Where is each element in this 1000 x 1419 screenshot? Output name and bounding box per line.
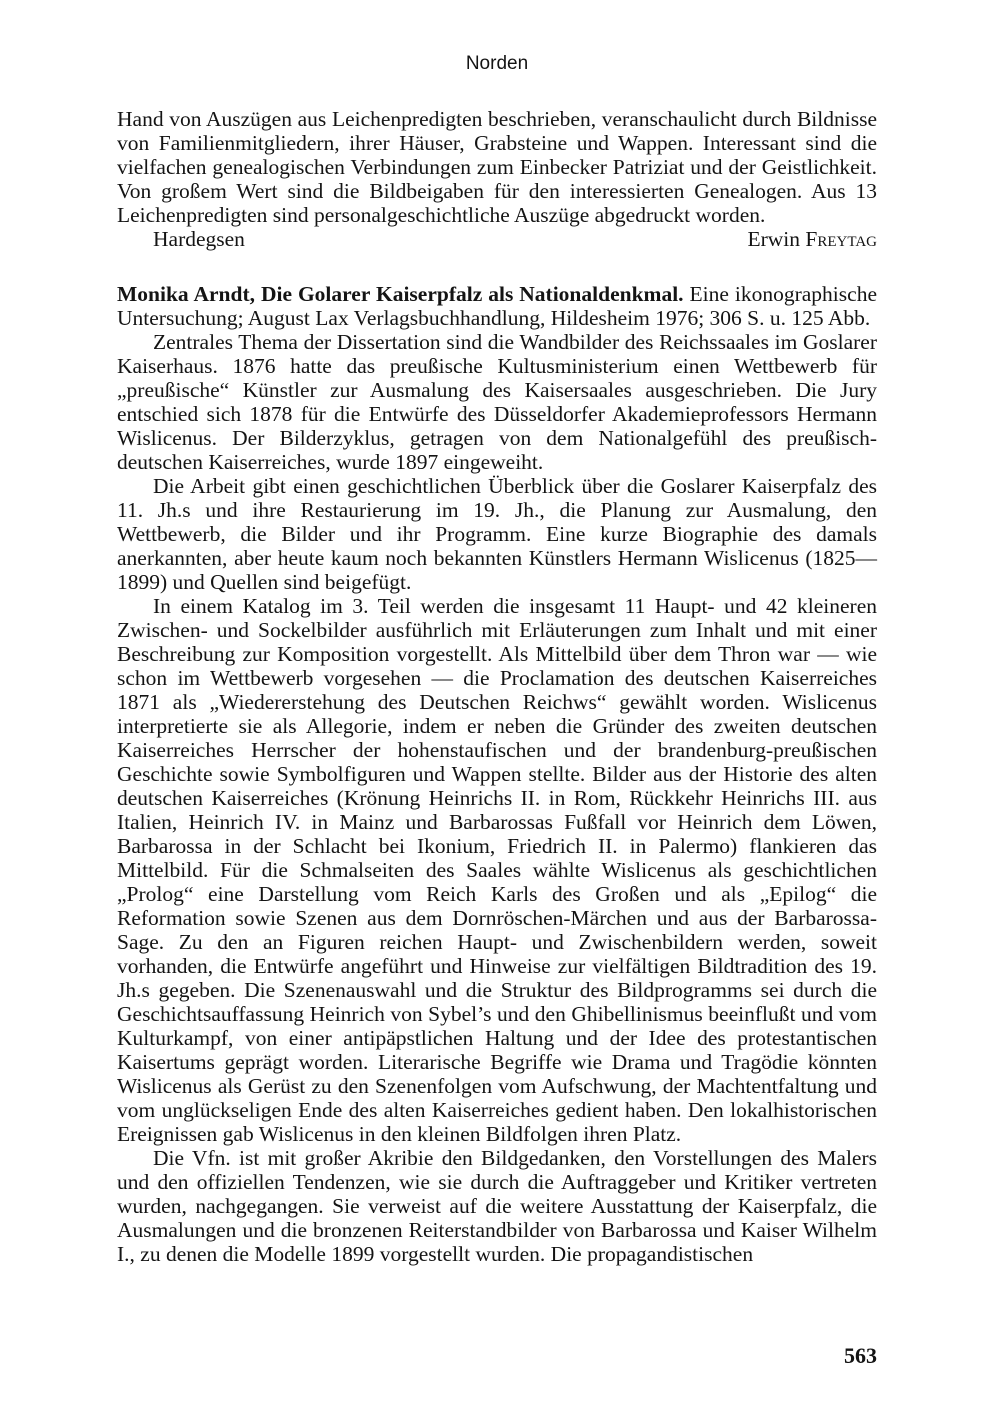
page-number: 563 xyxy=(844,1343,877,1368)
reviewer-last-name: Freytag xyxy=(805,227,877,251)
review-paragraph: Die Vfn. ist mit großer Akribie den Bildgedanken, den Vorstellungen des Malers und den offiziellen Tendenzen, wie sie durch die Auftraggeber und Kritiker vertreten wurden, nachgegangen. Sie verweist auf die weitere Ausstattung der Kaiserpfalz, die Ausmalungen und die bronzenen Reiterstandbilder von Barbarossa und Kaiser Wilhelm I., zu denen die Modelle 1899 vorgestellt wurden. Die propagandistischen xyxy=(117,1146,877,1266)
reviewer-first-name: Erwin xyxy=(747,227,801,251)
signature-reviewer xyxy=(747,227,877,251)
review-paragraph: Zentrales Thema der Dissertation sind die Wandbilder des Reichssaales im Goslarer Kaiserhaus. 1876 hatte das preußische Kultusministerium einen Wettbewerb für „preußische“ Künstler zur Ausmalung des Kaisersaales ausgeschrieben. Die Jury entschied sich 1878 für die Entwürfe des Düsseldorfer Akademieprofessors Hermann Wislicenus. Der Bilderzyklus, getragen von dem Nationalgefühl des preußisch-deutschen Kaiserreiches, wurde 1897 eingeweiht. xyxy=(117,330,877,474)
previous-review-signature xyxy=(117,227,877,251)
page-body xyxy=(117,107,877,1266)
running-header: Norden xyxy=(465,53,529,74)
signature-place: Hardegsen xyxy=(153,227,245,251)
previous-review-text: Hand von Auszügen aus Leichenpredigten beschrieben, veranschaulicht durch Bildnisse von Familienmitgliedern, ihrer Häuser, Grabsteine und Wappen. Interessant sind die vielfachen genealogischen Verbindungen zum Einbecker Patriziat und der Geistlichkeit. Von großem Wert sind die Bildbeigaben für den interessierten Genealogen. Aus 13 Leichenpredigten sind personalgeschichtliche Auszüge abgedruckt worden. xyxy=(117,107,877,227)
review-heading xyxy=(117,282,877,330)
review-biblio: Eine ikonographische Untersuchung; August Lax Verlagsbuchhandlung, Hildesheim 1976; 306 S. u. 125 Abb. xyxy=(117,282,877,330)
review-paragraph: In einem Katalog im 3. Teil werden die insgesamt 11 Haupt- und 42 kleineren Zwischen- und Sockelbilder ausführlich mit Erläuterungen zum Inhalt und mit einer Beschreibung zur Komposition vorgestellt. Als Mittelbild über dem Thron war — wie schon im Wettbewerb vorgesehen — die Proclamation des deutschen Kaiserreiches 1871 als „Wiedererstehung des Deutschen Reichws“ gewählt worden. Wislicenus interpretierte sie als Allegorie, indem er neben die Gründer des zweiten deutschen Kaiserreiches Herrscher der hohenstaufischen und der brandenburg-preußischen Geschichte sowie Symbolfiguren und Wappen stellte. Bilder aus der Historie des alten deutschen Kaiserreiches (Krönung Heinrichs II. in Rom, Rückkehr Heinrichs III. aus Italien, Heinrich IV. in Mainz und Barbarossas Fußfall vor Heinrich dem Löwen, Barbarossa in der Schlacht bei Ikonium, Friedrich II. in Palermo) flankieren das Mittelbild. Für die Schmalseiten des Saales wählte Wislicenus als geschichtlichen „Prolog“ eine Darstellung vom Reich Karls des Großen und als „Epilog“ die Reformation sowie Szenen aus dem Dornröschen-Märchen und aus der Barbarossa-Sage. Zu den an Figuren reichen Haupt- und Zwischenbildern werden, soweit vorhanden, die Entwürfe angeführt und Hinweise zur vielfältigen Bildtradition des 19. Jh.s gegeben. Die Szenenauswahl und die Struktur des Bildprogramms sei durch die Geschichtsauffassung Heinrich von Sybel’s und den Ghibellinismus beeinflußt und vom Kulturkampf, von einer antipäpstlichen Haltung und der Idee des protestantischen Kaisertums geprägt worden. Literarische Begriffe wie Drama und Tragödie könnten Wislicenus als Gerüst zu den Szenenfolgen vom Aufschwung, der Machtentfaltung und vom unglückseligen Ende des alten Kaiserreiches gedient haben. Den lokalhistorischen Ereignissen gab Wislicenus in den kleinen Bildfolgen ihren Platz. xyxy=(117,594,877,1146)
review-title: Monika Arndt, Die Golarer Kaiserpfalz als Nationaldenkmal. xyxy=(117,282,684,306)
review-paragraph: Die Arbeit gibt einen geschichtlichen Überblick über die Goslarer Kaiserpfalz des 11. Jh.s und ihre Restaurierung im 19. Jh., die Planung zur Ausmalung, den Wettbewerb, die Bilder und ihr Programm. Eine kurze Biographie des damals anerkannten, aber heute kaum noch bekannten Künstlers Hermann Wislicenus (1825—1899) und Quellen sind beigefügt. xyxy=(117,474,877,594)
